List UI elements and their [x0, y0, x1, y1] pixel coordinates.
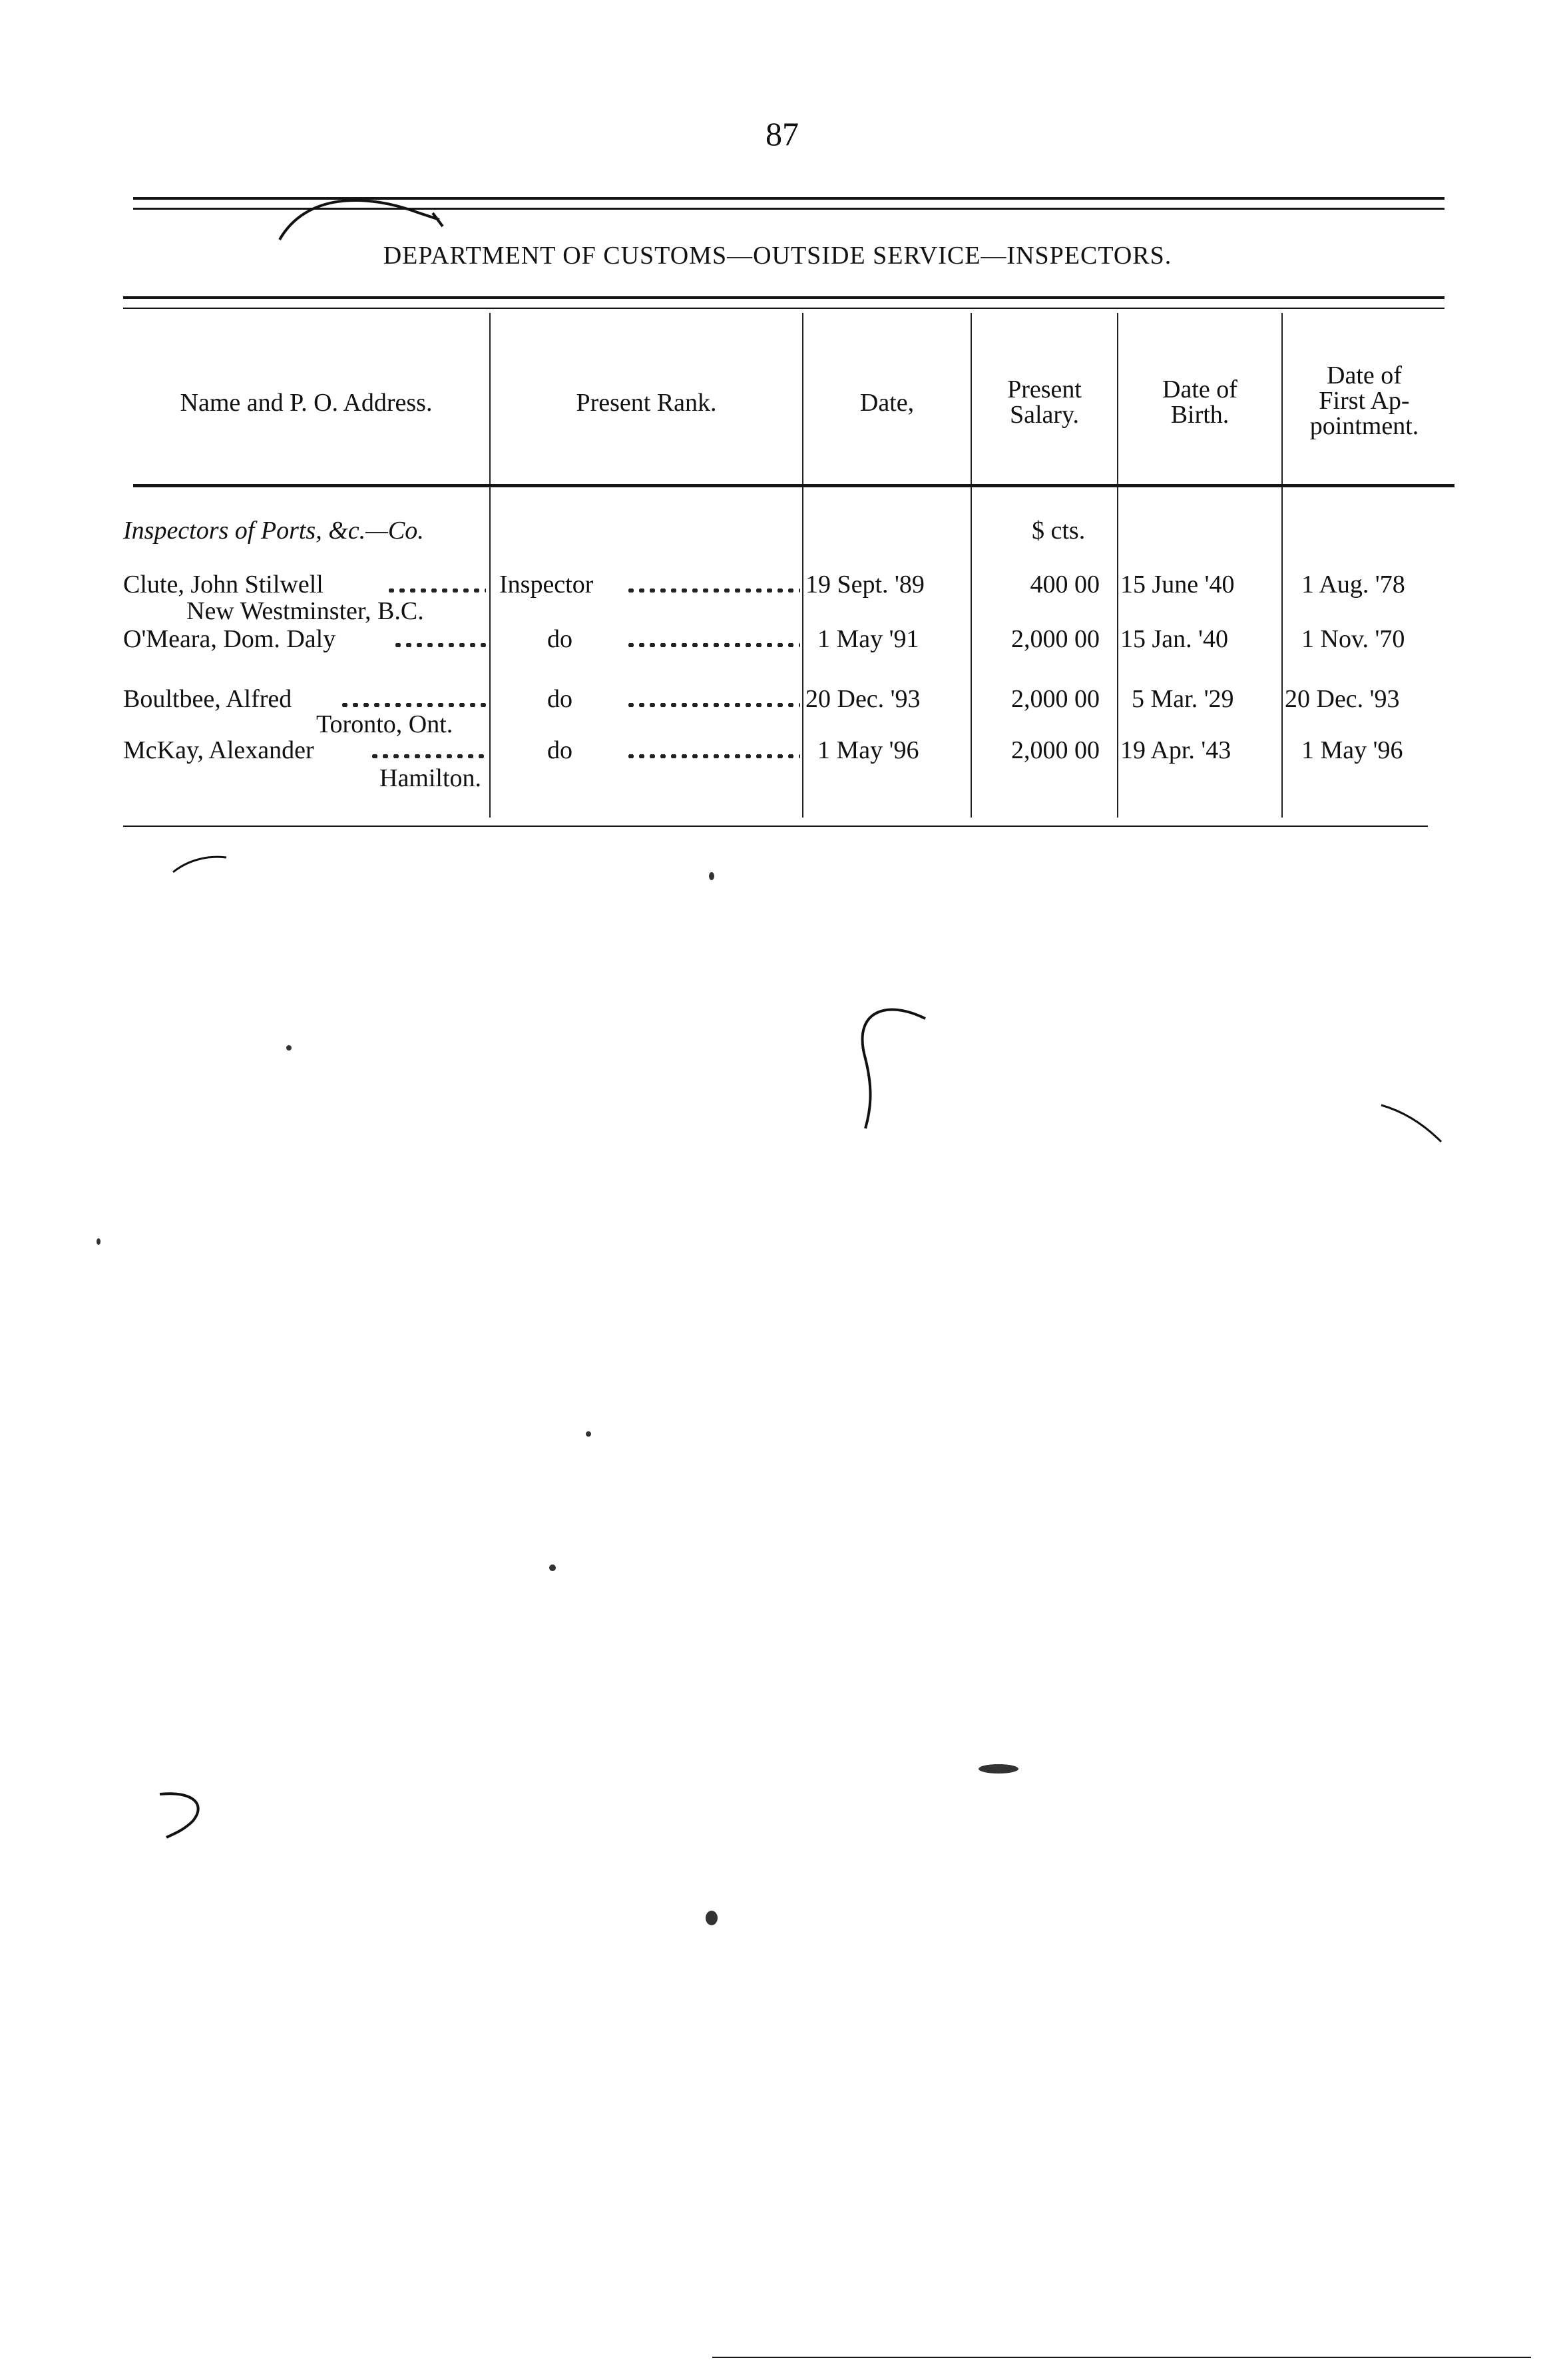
header-birth-line1: Date of: [1162, 375, 1237, 403]
header-birth-line2: Birth.: [1170, 401, 1229, 429]
pen-stroke-mark: [153, 1784, 220, 1844]
header-appointment-line2: First Ap-: [1319, 387, 1410, 415]
row-2-date: 1 May '91: [817, 625, 919, 653]
row-4-rank: do: [547, 736, 572, 764]
header-rank: [491, 390, 802, 415]
row-3-birth: 5 Mar. '29: [1132, 685, 1234, 713]
pen-stroke-mark: [170, 852, 230, 879]
page-foot-rule: [712, 2357, 1531, 2358]
page-title: DEPARTMENT OF CUSTOMS—OUTSIDE SERVICE—INSPECTORS.: [383, 242, 1172, 270]
pen-stroke-mark: [1378, 1098, 1444, 1145]
title-rule-1: [123, 296, 1444, 299]
row-4-name: McKay, Alexander: [123, 736, 314, 764]
title-rule-2: [123, 308, 1444, 309]
row-1-name: Clute, John Stilwell: [123, 571, 324, 598]
row-4-salary: 2,000 00: [1011, 736, 1100, 764]
row-2-birth: 15 Jan. '40: [1120, 625, 1229, 653]
leader-dots: [626, 643, 800, 647]
header-date: [803, 390, 971, 415]
header-date-label: Date,: [859, 389, 915, 417]
header-name-label: Name and P. O. Address.: [180, 389, 433, 417]
header-rule: [133, 484, 1454, 487]
row-1-rank: Inspector: [499, 571, 594, 598]
leader-dots: [626, 589, 800, 593]
row-4-appointment: 1 May '96: [1301, 736, 1403, 764]
row-1-birth: 15 June '40: [1120, 571, 1235, 598]
scan-speck: [979, 1764, 1018, 1774]
column-separator: [489, 313, 491, 818]
row-3-salary: 2,000 00: [1011, 685, 1100, 713]
scan-speck: [706, 1911, 718, 1925]
header-salary-line2: Salary.: [1009, 401, 1080, 429]
row-4-birth: 19 Apr. '43: [1120, 736, 1231, 764]
row-2-rank: do: [547, 625, 572, 653]
scan-speck: [549, 1564, 556, 1571]
page-number: 87: [766, 115, 799, 152]
header-appointment: [1283, 363, 1446, 439]
leader-dots: [339, 703, 486, 707]
row-1-date: 19 Sept. '89: [805, 571, 925, 598]
table-bottom-rule: [123, 826, 1428, 827]
row-3-appointment: 20 Dec. '93: [1285, 685, 1400, 713]
header-salary-line1: Present: [1007, 375, 1082, 403]
currency-label: $ cts.: [1032, 517, 1086, 545]
row-3-name: Boultbee, Alfred: [123, 685, 292, 713]
row-2-name: O'Meara, Dom. Daly: [123, 625, 336, 653]
column-separator: [802, 313, 803, 818]
row-3-address: Toronto, Ont.: [316, 710, 453, 738]
leader-dots: [386, 589, 486, 593]
leader-dots: [393, 643, 486, 647]
leader-dots: [626, 703, 800, 707]
row-2-appointment: 1 Nov. '70: [1301, 625, 1405, 653]
leader-dots: [369, 754, 486, 758]
row-4-address: Hamilton.: [379, 764, 482, 792]
section-label: Inspectors of Ports, &c.—Co.: [123, 517, 424, 545]
row-3-rank: do: [547, 685, 572, 713]
header-appointment-line1: Date of: [1327, 361, 1402, 389]
header-birth: [1118, 377, 1281, 427]
header-rank-label: Present Rank.: [576, 389, 717, 417]
row-1-appointment: 1 Aug. '78: [1301, 571, 1405, 598]
row-1-salary: 400 00: [1030, 571, 1100, 598]
scan-speck: [586, 1431, 591, 1437]
leader-dots: [626, 754, 800, 758]
scan-speck: [286, 1045, 292, 1051]
scan-speck: [709, 872, 714, 880]
row-4-date: 1 May '96: [817, 736, 919, 764]
row-1-address: New Westminster, B.C.: [186, 597, 424, 625]
scan-speck: [97, 1238, 101, 1245]
header-appointment-line3: pointment.: [1309, 412, 1419, 440]
header-salary: [972, 377, 1117, 427]
row-3-date: 20 Dec. '93: [805, 685, 921, 713]
header-name: [123, 390, 489, 415]
row-2-salary: 2,000 00: [1011, 625, 1100, 653]
pen-stroke-mark: [825, 1005, 932, 1138]
